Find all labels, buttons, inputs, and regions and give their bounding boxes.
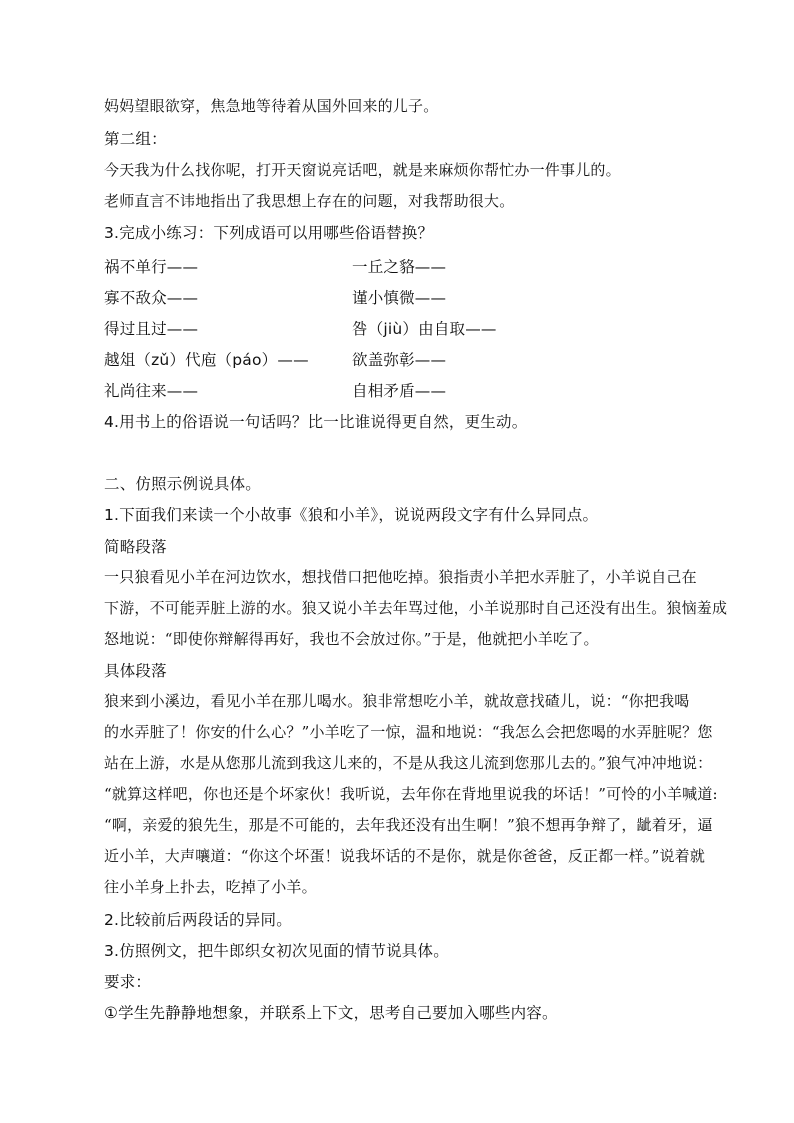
text-line: 往小羊身上扑去，吃掉了小羊。 <box>104 878 317 896</box>
idiom-left: 礼尚往来—— <box>104 382 199 400</box>
text-line: 一只狼看见小羊在河边饮水，想找借口把他吃掉。狼指责小羊把水弄脏了，小羊说自己在 <box>104 568 697 586</box>
question-3b: 3.仿照例文，把牛郎织女初次见面的情节说具体。 <box>104 942 449 960</box>
idiom-left: 祸不单行—— <box>104 258 199 276</box>
text-line: 老师直言不讳地指出了我思想上存在的问题，对我帮助很大。 <box>104 192 515 210</box>
idiom-right: 欲盖弥彰—— <box>352 351 447 369</box>
paragraph-label-brief: 简略段落 <box>104 538 167 556</box>
section-heading: 二、仿照示例说具体。 <box>104 475 262 493</box>
paragraph-label-detailed: 具体段落 <box>104 662 167 680</box>
requirement-1: ①学生先静静地想象，并联系上下文，思考自己要加入哪些内容。 <box>104 1004 558 1022</box>
question-4: 4.用书上的俗语说一句话吗？比一比谁说得更自然，更生动。 <box>104 413 528 431</box>
idiom-right: 一丘之貉—— <box>352 258 447 276</box>
text-line: 今天我为什么找你呢，打开天窗说亮话吧，就是来麻烦你帮忙办一件事儿的。 <box>104 161 621 179</box>
section-label: 第二组： <box>104 130 167 148</box>
idiom-left: 得过且过—— <box>104 320 199 338</box>
text-line: 近小羊，大声嚷道：“你这个坏蛋！说我坏话的不是你，就是你爸爸，反正都一样。”说着就 <box>104 847 706 865</box>
idiom-left: 越俎（zǔ）代庖（páo）—— <box>104 351 309 369</box>
idiom-right: 谨小慎微—— <box>352 289 447 307</box>
text-line: 站在上游，水是从您那儿流到我这儿来的，不是从我这儿流到您那儿去的。”狼气冲冲地说： <box>104 754 713 772</box>
text-line: 妈妈望眼欲穿，焦急地等待着从国外回来的儿子。 <box>104 97 439 115</box>
idiom-right: 咎（jiù）由自取—— <box>352 320 497 338</box>
text-line: 的水弄脏了！你安的什么心？”小羊吃了一惊，温和地说：“我怎么会把您喝的水弄脏呢？您 <box>104 723 713 741</box>
text-line: “就算这样吧，你也还是个坏家伙！我听说，去年你在背地里说我的坏话！”可怜的小羊喊道: <box>104 785 718 803</box>
text-line: 下游，不可能弄脏上游的水。狼又说小羊去年骂过他，小羊说那时自己还没有出生。狼恼羞成 <box>104 599 728 617</box>
question-3: 3.完成小练习：下列成语可以用哪些俗语替换？ <box>104 224 434 242</box>
text-line: 狼来到小溪边，看见小羊在那儿喝水。狼非常想吃小羊，就故意找碴儿，说：“你把我喝 <box>104 692 690 710</box>
question-1: 1.下面我们来读一个小故事《狼和小羊》，说说两段文字有什么异同点。 <box>104 506 599 524</box>
text-line: “啊，亲爱的狼先生，那是不可能的，去年我还没有出生啊！”狼不想再争辩了，龇着牙，逼 <box>104 816 713 834</box>
idiom-left: 寡不敌众—— <box>104 289 199 307</box>
question-2: 2.比较前后两段话的异同。 <box>104 911 292 929</box>
requirements-label: 要求： <box>104 973 152 991</box>
idiom-right: 自相矛盾—— <box>352 382 447 400</box>
text-line: 怒地说：“即使你辩解得再好，我也不会放过你。”于是，他就把小羊吃了。 <box>104 630 599 648</box>
